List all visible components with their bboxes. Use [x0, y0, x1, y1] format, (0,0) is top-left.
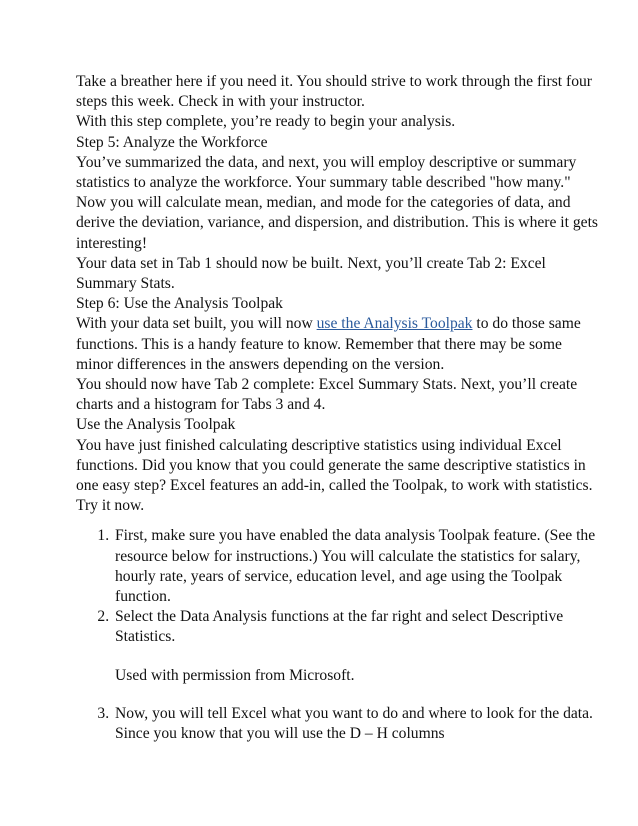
instruction-list	[76, 526, 598, 744]
list-item-text: Select the Data Analysis functions at the far right and select Descriptive Statistics.	[115, 608, 564, 646]
paragraph-breather: Take a breather here if you need it. You should strive to work through the first four steps this week. Check in with your instructor.	[76, 73, 592, 111]
list-item	[113, 704, 598, 744]
paragraph-tab2: You should now have Tab 2 complete: Excel Summary Stats. Next, you’ll create charts and a histogram for Tabs 3 and 4.	[76, 376, 578, 414]
list-item-text: First, make sure you have enabled the data analysis Toolpak feature. (See the resource below for instructions.) You will calculate the statistics for salary, hourly rate, years of service, education level, and age using the Toolpak function.	[115, 527, 596, 606]
step6-heading: Step 6: Use the Analysis Toolpak	[76, 295, 283, 313]
paragraph-descriptive: You have just finished calculating descriptive statistics using individual Excel functions. Did you know that you could generate the same descriptive statistics in one easy step? Excel features an add-in, called the Toolpak, to work with statistics. Try it now.	[76, 436, 593, 515]
list-item-text: Now, you will tell Excel what you want to do and where to look for the data. Since you know that you will use the D – H columns	[115, 704, 593, 743]
paragraph-step-complete: With this step complete, you’re ready to begin your analysis.	[76, 113, 456, 131]
permission-note: Used with permission from Microsoft.	[115, 666, 355, 684]
toolpak-heading: Use the Analysis Toolpak	[76, 416, 236, 434]
analysis-toolpak-link[interactable]: use the Analysis Toolpak	[316, 315, 473, 333]
text-after-link: to do those same functions. This is a handy feature to know. Remember that there may be some minor differences in the answers depending on the version.	[76, 315, 581, 373]
text-before-link: With your data set built, you will now	[76, 315, 317, 333]
paragraph-summary-stats: You’ve summarized the data, and next, you will employ descriptive or summary statistics to analyze the workforce. Your summary table described "how many." Now you will calculate mean, median, and mode for the categories of data, and derive the deviation, variance, and dispersion, and distribution. This is where it gets interesting!	[76, 153, 598, 252]
list-item	[113, 526, 598, 607]
list-item	[113, 607, 598, 686]
step5-heading: Step 5: Analyze the Workforce	[76, 133, 268, 151]
paragraph-tab1: Your data set in Tab 1 should now be built. Next, you’ll create Tab 2: Excel Summary Stats.	[76, 254, 546, 293]
paragraph-toolpak-intro	[76, 314, 598, 375]
